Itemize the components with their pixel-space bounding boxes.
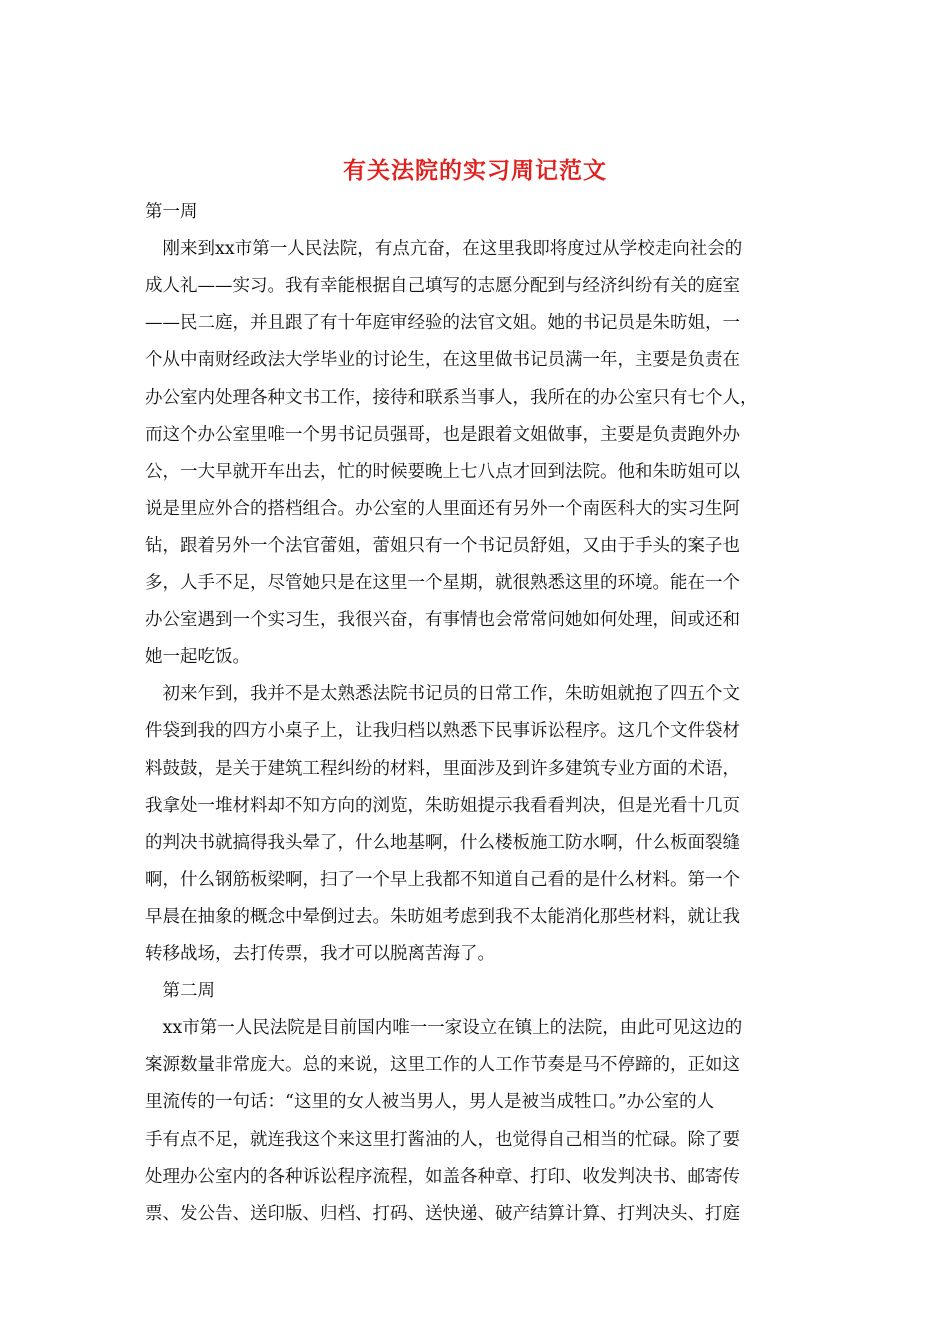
body-line: 说是里应外合的搭档组合。办公室的人里面还有另外一个南医科大的实习生阿 — [145, 498, 740, 519]
body-line: ——民二庭，并且跟了有十年庭审经验的法官文姐。她的书记员是朱昉姐，一 — [145, 313, 740, 334]
body-line: 转移战场，去打传票，我才可以脱离苦海了。 — [145, 944, 495, 964]
body-line: 早晨在抽象的概念中晕倒过去。朱昉姐考虑到我不太能消化那些材料，就让我 — [145, 906, 740, 927]
body-line: 的判决书就搞得我头晕了，什么地基啊，什么楼板施工防水啊，什么板面裂缝 — [145, 832, 740, 853]
body-line: 手有点不足，就连我这个来这里打酱油的人，也觉得自己相当的忙碌。除了要 — [145, 1129, 740, 1150]
body-line: 个从中南财经政法大学毕业的讨论生，在这里做书记员满一年，主要是负责在 — [145, 350, 740, 371]
document-title: 有关法院的实习周记范文 — [343, 157, 607, 184]
body-line: 第一周 — [145, 202, 198, 222]
body-line: 钻，跟着另外一个法官蕾姐，蕾姐只有一个书记员舒姐，又由于手头的案子也 — [145, 535, 740, 556]
body-line: 成人礼——实习。我有幸能根据自己填写的志愿分配到与经济纠纷有关的庭室 — [145, 276, 740, 297]
body-line: 公，一大早就开车出去，忙的时候要晚上七八点才回到法院。他和朱昉姐可以 — [145, 461, 740, 482]
body-line: 刚来到xx市第一人民法院，有点亢奋，在这里我即将度过从学校走向社会的 — [145, 239, 743, 260]
body-line: xx市第一人民法院是目前国内唯一一家设立在镇上的法院，由此可见这边的 — [145, 1018, 743, 1039]
body-line: 办公室内处理各种文书工作，接待和联系当事人，我所在的办公室只有七个人， — [145, 387, 758, 408]
body-line: 案源数量非常庞大。总的来说，这里工作的人工作节奏是马不停蹄的，正如这 — [145, 1055, 740, 1076]
body-line: 票、发公告、送印版、归档、打码、送快递、破产结算计算、打判决头、打庭 — [145, 1203, 740, 1224]
body-line: 我拿处一堆材料却不知方向的浏览，朱昉姐提示我看看判决，但是光看十几页 — [145, 795, 740, 816]
body-line: 初来乍到，我并不是太熟悉法院书记员的日常工作，朱昉姐就抱了四五个文 — [145, 684, 740, 705]
body-line: 里流传的一句话：“这里的女人被当男人，男人是被当成牲口。”办公室的人 — [145, 1092, 715, 1113]
body-line: 件袋到我的四方小桌子上，让我归档以熟悉下民事诉讼程序。这几个文件袋材 — [145, 721, 740, 742]
body-line: 她一起吃饭。 — [145, 647, 250, 668]
body-line: 第二周 — [145, 981, 215, 1002]
body-line: 而这个办公室里唯一个男书记员强哥，也是跟着文姐做事，主要是负责跑外办 — [145, 424, 740, 445]
body-line: 啊，什么钢筋板梁啊，扫了一个早上我都不知道自己看的是什么材料。第一个 — [145, 869, 740, 890]
body-line: 多，人手不足，尽管她只是在这里一个星期，就很熟悉这里的环境。能在一个 — [145, 573, 740, 593]
body-line: 料鼓鼓，是关于建筑工程纠纷的材料，里面涉及到许多建筑专业方面的术语， — [145, 758, 740, 779]
body-line: 处理办公室内的各种诉讼程序流程，如盖各种章、打印、收发判决书、邮寄传 — [145, 1166, 740, 1187]
body-line: 办公室遇到一个实习生，我很兴奋，有事情也会常常问她如何处理，间或还和 — [145, 610, 740, 631]
